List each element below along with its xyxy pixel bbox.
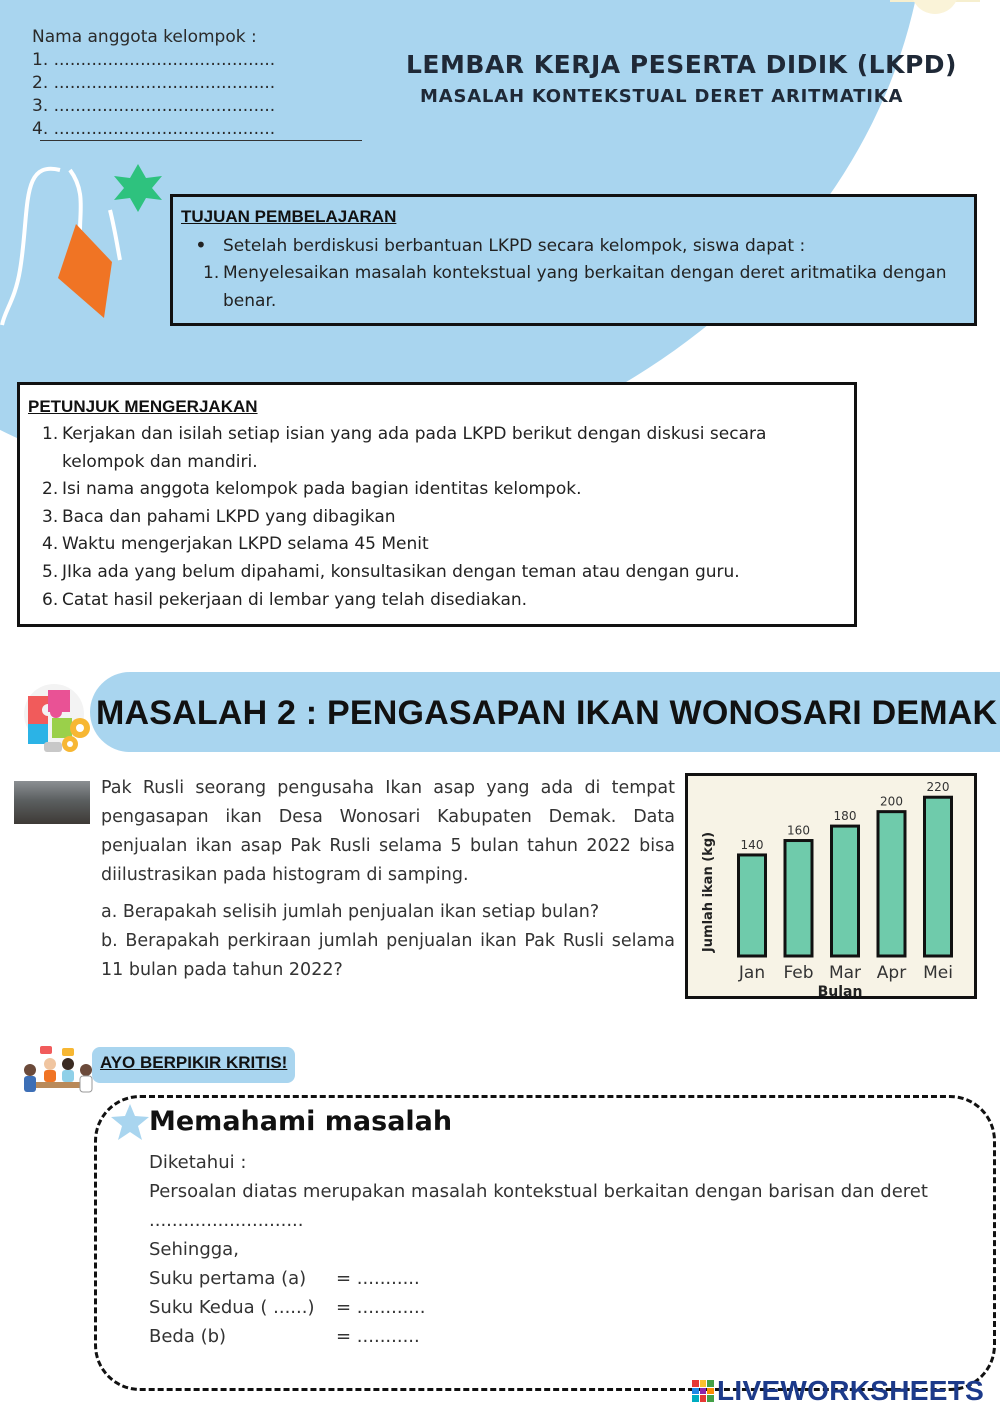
suku-pertama-row xyxy=(149,1264,979,1293)
tick-label-feb: Feb xyxy=(783,963,814,983)
list-item-text: JIka ada yang belum dipahami, konsultasikan dengan teman atau dengan guru. xyxy=(62,561,740,582)
tick-label-jan: Jan xyxy=(738,963,766,983)
memahami-title: Memahami masalah xyxy=(149,1106,453,1137)
sun-decoration-icon xyxy=(880,0,990,40)
bar-mar xyxy=(832,826,859,956)
tick-label-mei: Mei xyxy=(923,963,953,983)
chart-panel xyxy=(685,773,977,999)
liveworksheets-logo[interactable] xyxy=(692,1375,984,1407)
list-item-number: 6. xyxy=(42,589,59,610)
fish-market-photo xyxy=(14,781,90,824)
suku-pertama-blank[interactable]: = ........... xyxy=(336,1268,420,1289)
sales-bar-chart xyxy=(688,776,974,996)
ayo-berpikir-label: AYO BERPIKIR KRITIS! xyxy=(92,1047,295,1083)
list-item xyxy=(28,587,846,615)
page-subtitle: MASALAH KONTEKSTUAL DERET ARITMATIKA xyxy=(420,86,904,107)
list-item-number: 1. xyxy=(42,424,59,444)
diketahui-label: Diketahui : xyxy=(149,1152,247,1173)
tujuan-item-number: 1. xyxy=(203,263,220,283)
member-line-2[interactable]: 2. ......................................... xyxy=(32,73,276,93)
member-line-1[interactable]: 1. ......................................... xyxy=(32,50,276,70)
data-label-feb: 160 xyxy=(787,823,810,838)
kite-decoration-icon xyxy=(0,150,180,330)
tujuan-heading: TUJUAN PEMBELAJARAN xyxy=(181,207,397,226)
member-line-4[interactable]: 4. ......................................... xyxy=(32,119,276,139)
list-item xyxy=(28,476,846,504)
member-list xyxy=(32,26,372,141)
data-label-jan: 140 xyxy=(740,837,764,852)
bar-mei xyxy=(925,797,952,956)
story-text: Pak Rusli seorang pengusaha Ikan asap yang ada di tempat pengasapan ikan Desa Wonosari Kabupaten Demak. Data penjualan ikan asap Pak Rusli selama 5 bulan tahun 2022 bisa diilustrasikan pada histogram di samping. xyxy=(101,778,675,885)
member-label: Nama anggota kelompok : xyxy=(32,27,257,47)
bar-apr xyxy=(878,812,905,956)
row-label: Suku Kedua ( ......) xyxy=(149,1297,315,1318)
bar-jan xyxy=(739,855,766,956)
data-label-mei: 220 xyxy=(926,780,950,795)
petunjuk-box xyxy=(17,382,857,627)
list-item-number: 2. xyxy=(42,479,59,500)
brand-name: LIVEWORKSHEETS xyxy=(717,1375,985,1406)
puzzle-gear-icon xyxy=(14,676,94,758)
question-b: b. Berapakah perkiraan jumlah penjualan ikan Pak Rusli selama 11 bulan pada tahun 2022? xyxy=(101,931,675,980)
bar-feb xyxy=(785,841,812,956)
persoalan-text[interactable]: Persoalan diatas merupakan masalah kontekstual berkaitan dengan barisan dan deret ........................... xyxy=(149,1181,928,1231)
list-item-text: Isi nama anggota kelompok pada bagian identitas kelompok. xyxy=(62,479,582,500)
logo-grid-icon xyxy=(692,1380,714,1402)
list-item-text: Waktu mengerjakan LKPD selama 45 Menit xyxy=(62,534,429,555)
discussion-people-icon xyxy=(18,1044,96,1104)
beda-blank[interactable]: = ........... xyxy=(336,1326,420,1347)
tick-label-mar: Mar xyxy=(828,963,862,983)
list-item xyxy=(28,504,846,532)
masalah-story xyxy=(101,774,675,985)
list-item-number: 3. xyxy=(42,506,59,527)
question-a: a. Berapakah selisih jumlah penjualan ikan setiap bulan? xyxy=(101,902,600,922)
petunjuk-list xyxy=(28,421,846,614)
chart-ylabel: Jumlah ikan (kg) xyxy=(701,831,716,953)
list-item xyxy=(28,421,846,476)
row-label: Beda (b) xyxy=(149,1326,227,1347)
sehingga-label: Sehingga, xyxy=(149,1239,239,1260)
list-item-text: Kerjakan dan isilah setiap isian yang ada pada LKPD berikut dengan diskusi secara kelompok dan mandiri. xyxy=(62,424,767,472)
row-label: Suku pertama (a) xyxy=(149,1268,307,1289)
list-item xyxy=(28,531,846,559)
list-item xyxy=(28,559,846,587)
list-item-number: 5. xyxy=(42,561,59,582)
petunjuk-heading: PETUNJUK MENGERJAKAN xyxy=(28,397,258,416)
tujuan-box xyxy=(170,194,977,326)
list-item-text: Baca dan pahami LKPD yang dibagikan xyxy=(62,506,396,527)
memahami-body xyxy=(149,1148,979,1351)
suku-kedua-row xyxy=(149,1293,979,1322)
star-icon xyxy=(110,1103,150,1141)
tujuan-item-text: Menyelesaikan masalah kontekstual yang berkaitan dengan deret aritmatika dengan benar. xyxy=(223,263,947,311)
member-line-3[interactable]: 3. ......................................... xyxy=(32,96,276,116)
list-item-text: Catat hasil pekerjaan di lembar yang telah disediakan. xyxy=(62,589,528,610)
masalah-title: MASALAH 2 : PENGASAPAN IKAN WONOSARI DEMAK xyxy=(96,694,998,732)
page-title: LEMBAR KERJA PESERTA DIDIK (LKPD) xyxy=(406,50,957,79)
tujuan-item xyxy=(181,259,966,315)
suku-kedua-blank[interactable]: = ............ xyxy=(336,1297,426,1318)
data-label-apr: 200 xyxy=(880,794,903,809)
member-underline xyxy=(40,140,362,141)
tujuan-bullet: • Setelah berdiskusi berbantuan LKPD secara kelompok, siswa dapat : xyxy=(181,233,966,259)
beda-row xyxy=(149,1322,979,1351)
chart-xlabel: Bulan xyxy=(817,984,863,996)
data-label-mar: 180 xyxy=(833,809,857,824)
tick-label-apr: Apr xyxy=(876,963,907,983)
list-item-number: 4. xyxy=(42,534,59,555)
